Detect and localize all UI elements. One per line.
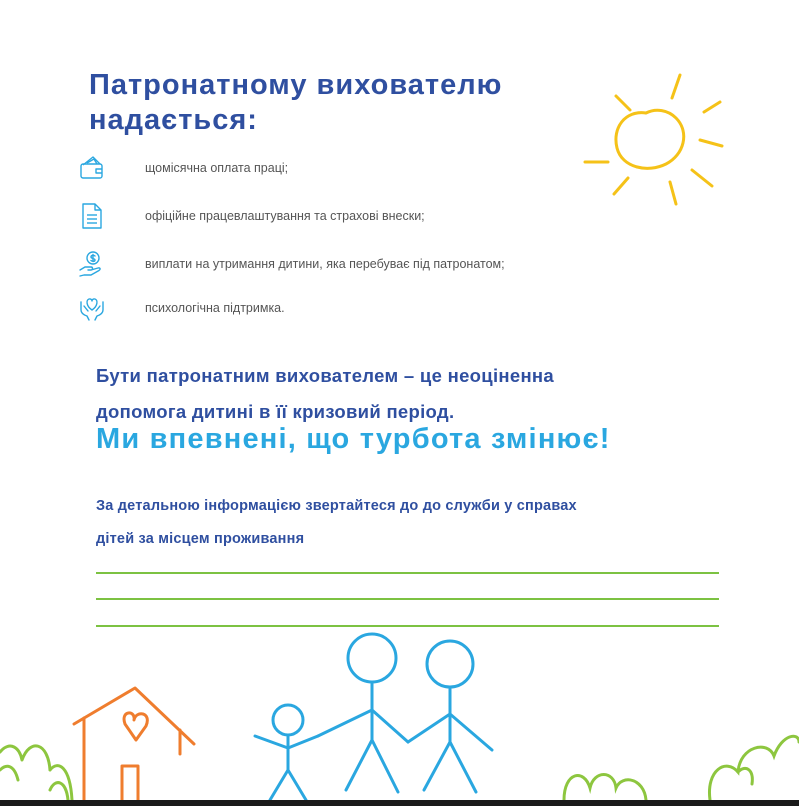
writing-line <box>96 598 719 600</box>
sun-illustration <box>580 70 730 210</box>
writing-line <box>96 625 719 627</box>
tagline-line-2: допомога дитині в її кризовий період. <box>96 401 455 422</box>
list-item <box>78 248 505 280</box>
document-icon <box>78 200 118 232</box>
tagline-line-1: Бути патронатним вихователем – це неоціненна <box>96 365 554 386</box>
title-line-1: Патронатному вихователю <box>89 69 503 101</box>
family-illustration <box>250 630 500 800</box>
house-illustration <box>70 684 210 800</box>
slogan: Ми впевнені, що турбота змінює! <box>96 423 611 455</box>
list-item <box>78 200 425 232</box>
page-title <box>89 68 502 138</box>
bottom-border <box>0 800 799 806</box>
heart-hands-icon <box>78 292 118 324</box>
benefit-text: щомісячна оплата праці; <box>145 161 289 175</box>
benefit-text: виплати на утримання дитини, яка перебуває під патронатом; <box>145 257 505 271</box>
tagline <box>96 358 554 430</box>
writing-line <box>96 572 719 574</box>
contact-info <box>96 490 577 556</box>
benefit-text: офіційне працевлаштування та страхові внески; <box>145 209 425 223</box>
contact-line-2: дітей за місцем проживання <box>96 531 305 547</box>
benefit-text: психологічна підтримка. <box>145 301 285 315</box>
list-item <box>78 152 289 184</box>
contact-line-1: За детальною інформацією звертайтеся до до служби у справах <box>96 498 577 514</box>
wallet-icon <box>78 152 118 184</box>
bush-right-illustration <box>560 712 799 800</box>
list-item <box>78 292 285 324</box>
title-line-2: надається: <box>89 104 258 136</box>
coin-hand-icon <box>78 248 118 280</box>
